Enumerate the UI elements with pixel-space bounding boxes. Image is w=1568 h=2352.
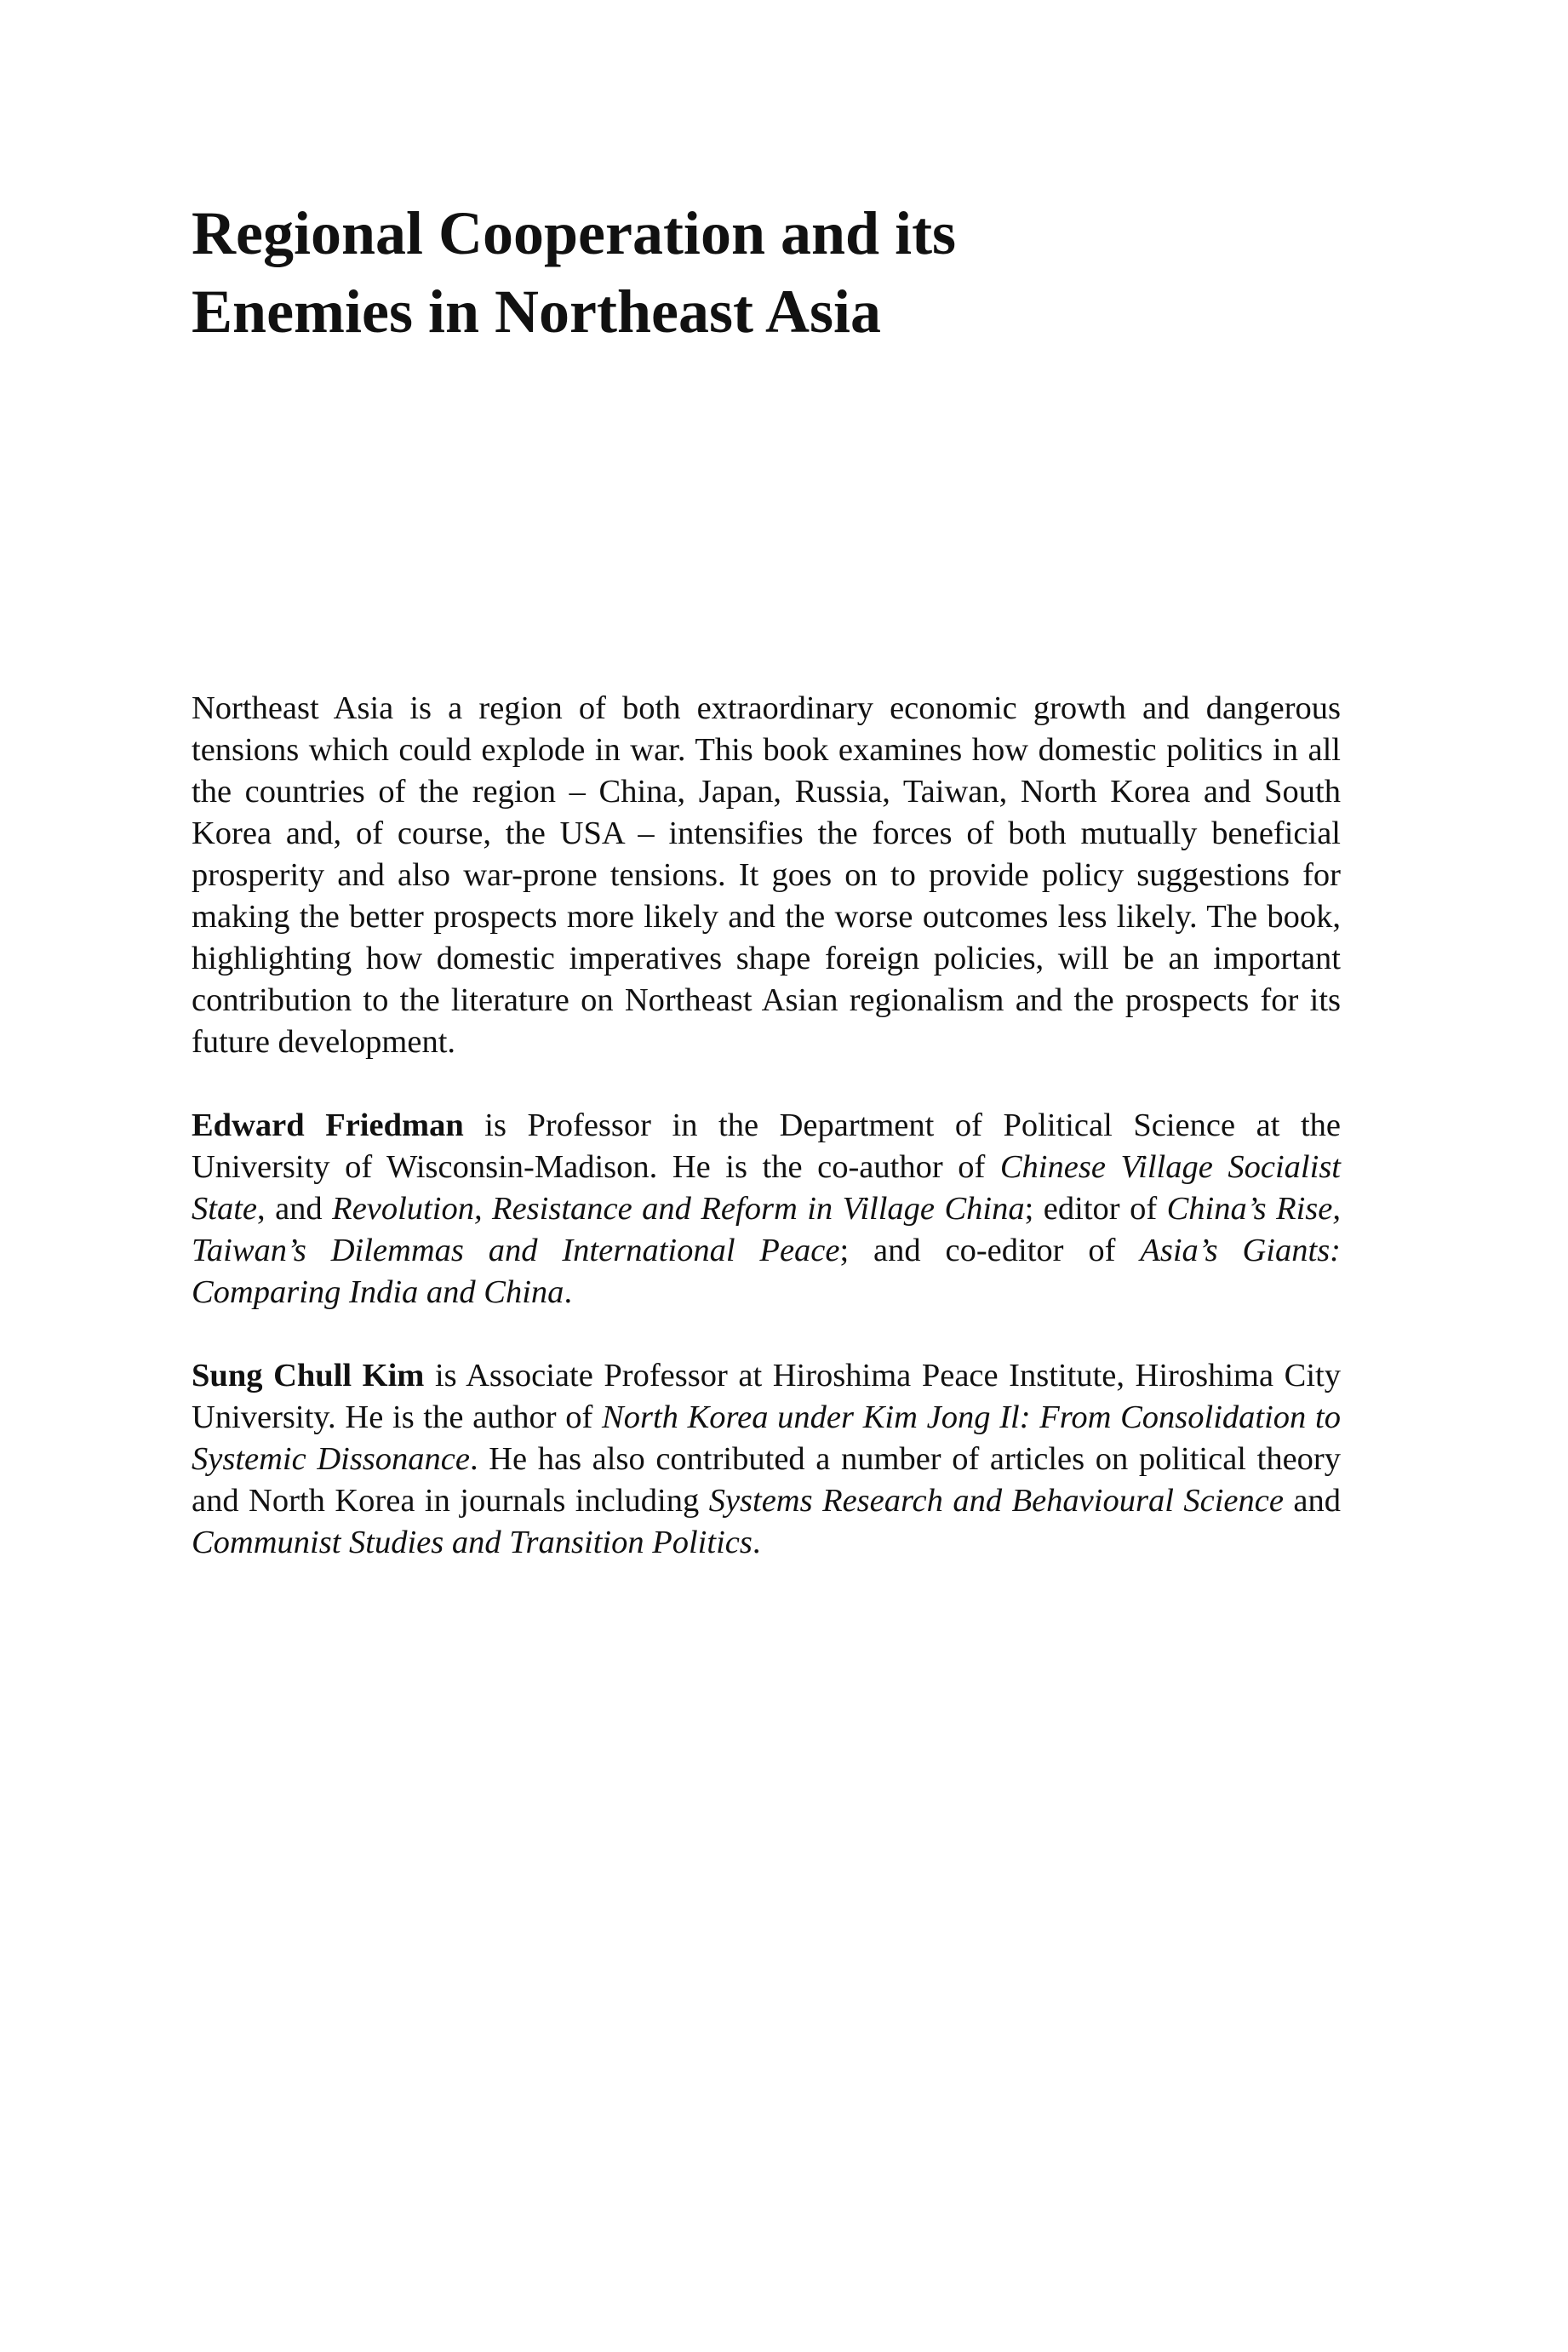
- author-bio-edward-friedman: [192, 1105, 1341, 1313]
- bio-text: ; editor of: [1024, 1191, 1167, 1227]
- author-name: Sung Chull Kim: [192, 1358, 425, 1393]
- author-bio-sung-chull-kim: [192, 1355, 1341, 1564]
- book-title-italic: Revolution, Resistance and Reform in Village China: [332, 1191, 1025, 1227]
- book-title-italic: Chinese Village Socialist State: [192, 1149, 1341, 1227]
- bio-text: . He has also contributed a number of articles on political theory and North Korea in journals including: [192, 1441, 1341, 1519]
- book-title-italic: China’s Rise, Taiwan’s Dilemmas and International Peace: [192, 1191, 1341, 1268]
- bio-text: .: [752, 1525, 761, 1560]
- body-text: [192, 688, 1341, 1564]
- bio-text: , and: [256, 1191, 333, 1227]
- journal-title-italic: Communist Studies and Transition Politics: [192, 1525, 753, 1560]
- book-title-italic: North Korea under Kim Jong Il: From Consolidation to Systemic Dissonance: [192, 1399, 1341, 1477]
- book-title-italic: Asia’s Giants: Comparing India and China: [192, 1233, 1341, 1310]
- bio-text: is Associate Professor at Hiroshima Peace Institute, Hiroshima City University. He is the author of: [192, 1358, 1341, 1435]
- journal-title-italic: Systems Research and Behavioural Science: [708, 1483, 1284, 1519]
- author-name: Edward Friedman: [192, 1107, 464, 1143]
- bio-text: ; and co-editor of: [839, 1233, 1141, 1268]
- book-title: [192, 194, 1383, 351]
- bio-text: and: [1283, 1483, 1341, 1519]
- book-description: Northeast Asia is a region of both extraordinary economic growth and dangerous tensions which could explode in war. This book examines how domestic politics in all the countries of the region – China, Japan, Russia, Taiwan, North Korea and South Korea and, of course, the USA – intensifies the forces of both mutually beneficial prosperity and also war-prone tensions. It goes on to provide policy suggestions for making the better prospects more likely and the worse outcomes less likely. The book, highlighting how domestic imperatives shape foreign policies, will be an important contribution to the literature on Northeast Asian regionalism and the prospects for its future development.: [192, 690, 1341, 1060]
- bio-text: is Professor in the Department of Political Science at the University of Wisconsin-Madison. He is the co-author of: [192, 1107, 1341, 1185]
- bio-text: .: [564, 1274, 573, 1310]
- book-title-line-2: Enemies in Northeast Asia: [192, 278, 881, 346]
- book-title-line-1: Regional Cooperation and its: [192, 199, 957, 267]
